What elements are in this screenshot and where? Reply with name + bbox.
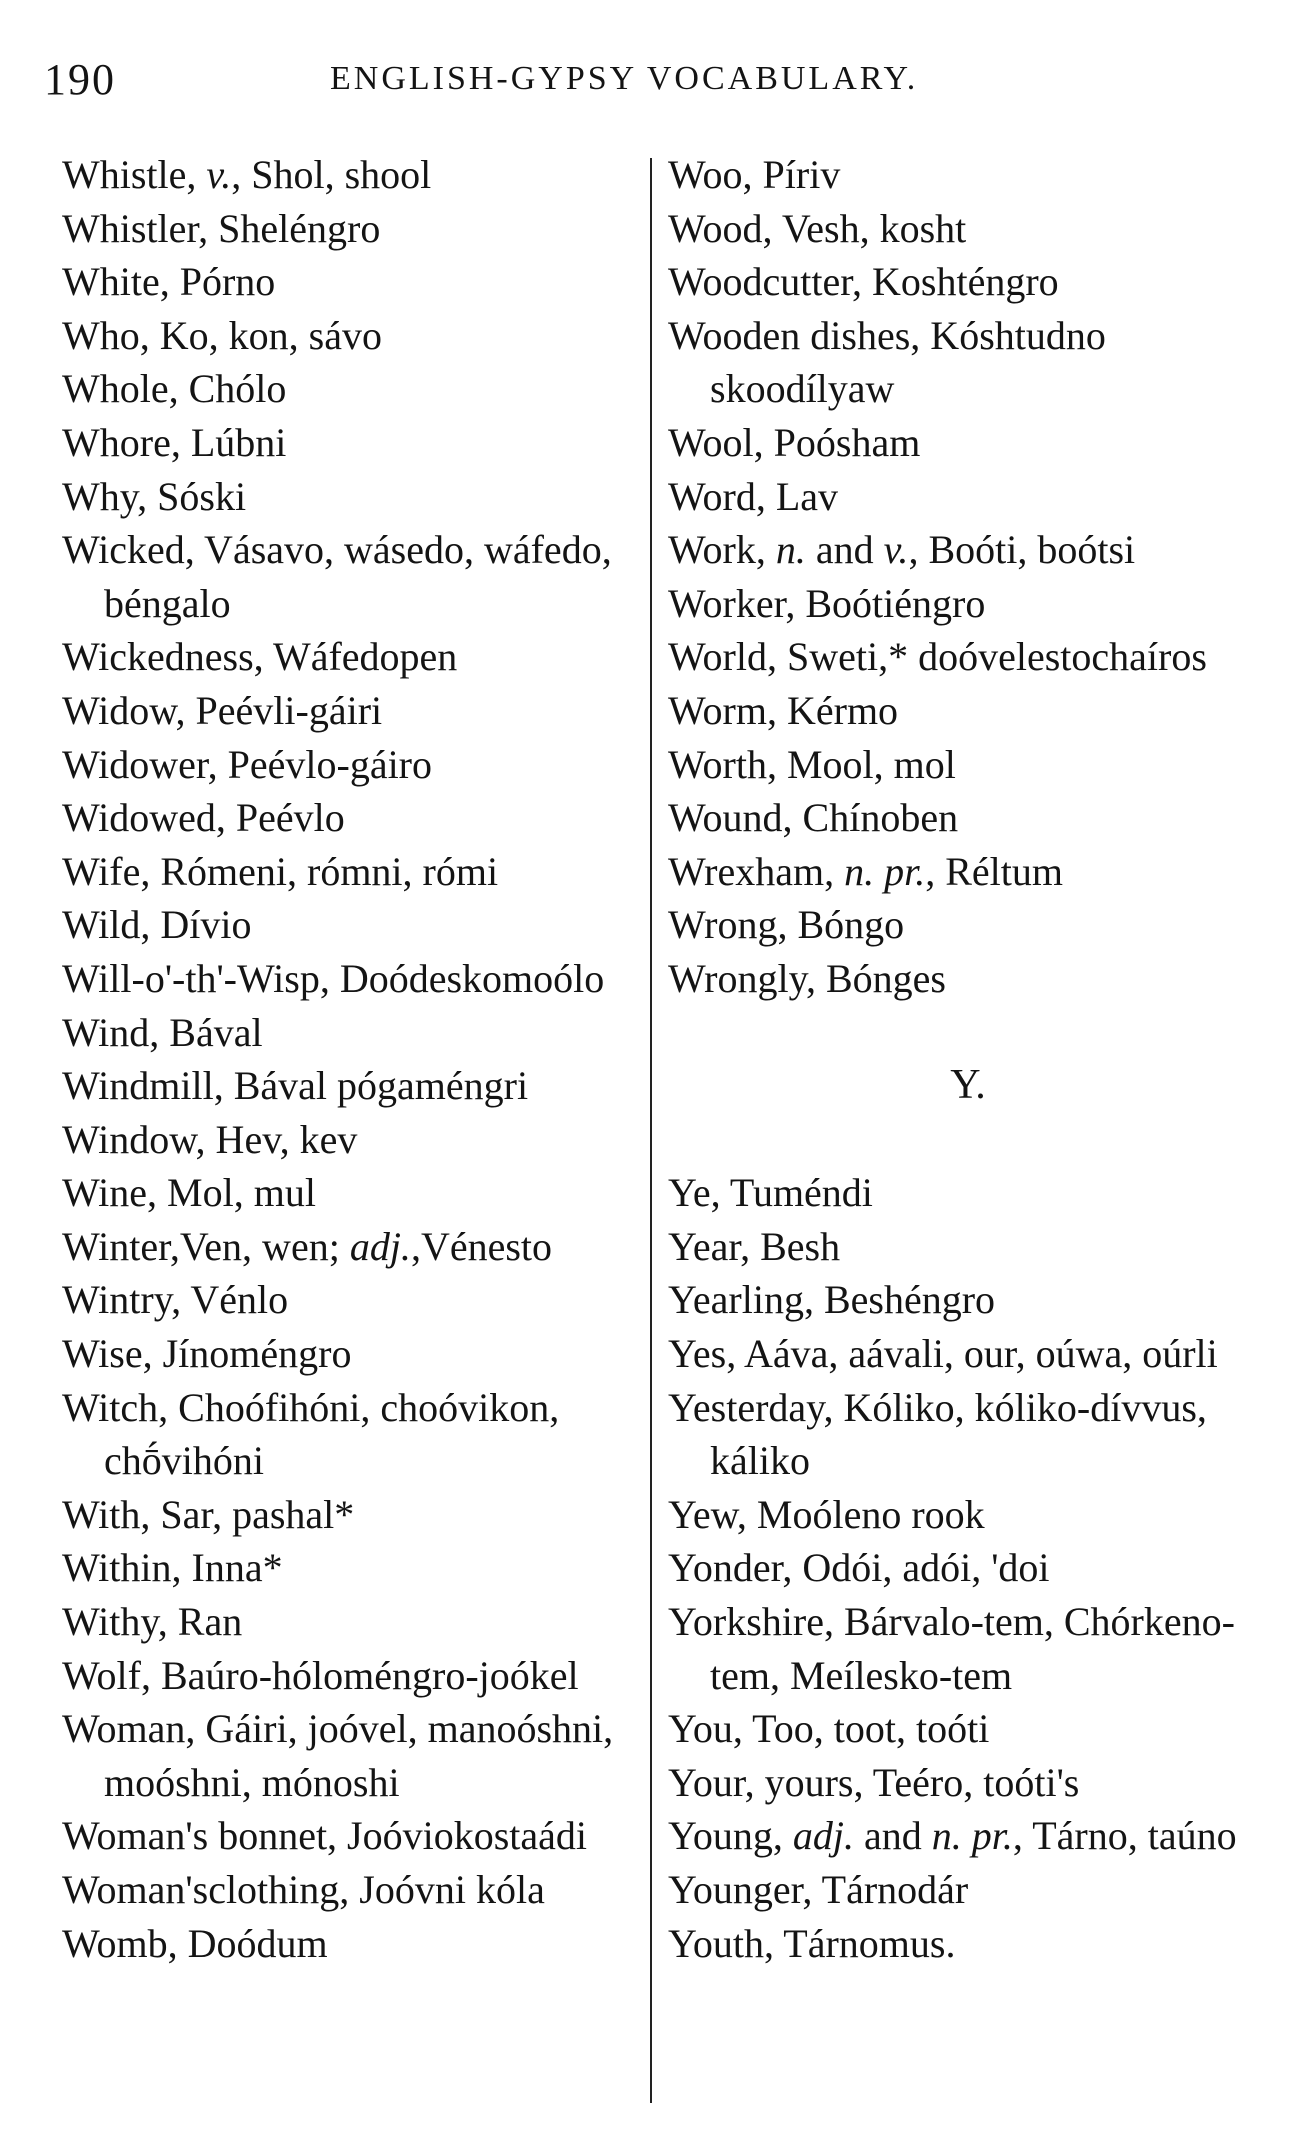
vocabulary-entry: Wind, Bával <box>62 1009 263 1055</box>
vocabulary-entry: Woman, Gáiri, joóvel, manoóshni, moóshni, mónoshi <box>62 1706 614 1805</box>
vocabulary-entry: Windmill, Bával pógaméngri <box>62 1063 529 1109</box>
vocabulary-entry: Whistle, v., Shol, shool <box>62 152 432 197</box>
vocabulary-entry: Who, Ko, kon, sávo <box>62 312 382 358</box>
vocabulary-entry: Whistler, Sheléngro <box>62 205 381 251</box>
vocabulary-entry: Wool, Poósham <box>668 419 921 465</box>
vocabulary-entry: Wrong, Bóngo <box>668 902 905 948</box>
vocabulary-entry: White, Pórno <box>62 259 276 305</box>
page-number: 190 <box>44 55 116 104</box>
vocabulary-entry: Witch, Choófihóni, choóvikon, chṓvihóni <box>62 1384 560 1484</box>
vocabulary-entry: Work, n. and v., Boóti, boótsi <box>668 527 1136 573</box>
vocabulary-entry: Will-o'-th'-Wisp, Doódeskomoólo <box>62 955 605 1001</box>
section-letter-heading <box>668 1059 1268 1113</box>
vocabulary-entry: Young, adj. and n. pr., Tárno, taúno <box>668 1813 1237 1859</box>
vocabulary-entry: Womb, Doódum <box>62 1920 328 1966</box>
vocabulary-entry: Widowed, Peévlo <box>62 795 345 841</box>
vocabulary-entry: Worth, Mool, mol <box>668 741 956 787</box>
vocabulary-entry: Yes, Aáva, aávali, our, oúwa, oúrli <box>668 1331 1218 1377</box>
vocabulary-entry: Wooden dishes, Kóshtudno skoodílyaw <box>668 312 1106 412</box>
section-letter: Y. <box>950 1062 986 1109</box>
vocabulary-entry: Yonder, Odói, adói, 'doi <box>668 1545 1050 1591</box>
vocabulary-entry: Why, Sóski <box>62 473 247 519</box>
vocabulary-entry: Yorkshire, Bárvalo-tem, Chórkeno-tem, Meílesko-tem <box>668 1599 1235 1698</box>
vocabulary-entry: Yew, Moóleno rook <box>668 1491 985 1537</box>
vocabulary-entry: Wolf, Baúro-hóloméngro-joókel <box>62 1652 579 1698</box>
vocabulary-entry: Whore, Lúbni <box>62 419 287 465</box>
vocabulary-entry: Wickedness, Wáfedopen <box>62 634 458 680</box>
vocabulary-entry: With, Sar, pashal* <box>62 1491 355 1537</box>
vocabulary-entry: Worker, Boótiéngro <box>668 580 986 626</box>
vocabulary-entry: Wine, Mol, mul <box>62 1170 316 1216</box>
vocabulary-entry: Woodcutter, Koshténgro <box>668 259 1059 305</box>
vocabulary-entry: You, Too, toot, toóti <box>668 1706 990 1752</box>
vocabulary-entry: Woman'sclothing, Joóvni kóla <box>62 1867 545 1912</box>
vocabulary-entry: Woman's bonnet, Joóviokostaádi <box>62 1813 588 1859</box>
vocabulary-entry: Whole, Chólo <box>62 366 287 412</box>
vocabulary-entry: Youth, Tárnomus. <box>668 1920 956 1966</box>
vocabulary-entry: Word, Lav <box>668 473 839 519</box>
vocabulary-entry: Wild, Dívio <box>62 902 252 948</box>
vocabulary-entry: Wood, Vesh, kosht <box>668 205 967 251</box>
vocabulary-entry: Widow, Peévli-gáiri <box>62 687 383 733</box>
vocabulary-entry: Ye, Tuméndi <box>668 1170 873 1216</box>
vocabulary-entry: Wound, Chínoben <box>668 795 959 841</box>
vocabulary-entry: Yearling, Beshéngro <box>668 1277 996 1323</box>
vocabulary-entry: Younger, Tárnodár <box>668 1867 969 1912</box>
right-column <box>668 148 1268 1970</box>
vocabulary-entry: Wintry, Vénlo <box>62 1277 289 1323</box>
vocabulary-entry: Yesterday, Kóliko, kóliko-dívvus, káliko <box>668 1384 1207 1484</box>
vocabulary-entry: Wrexham, n. pr., Réltum <box>668 848 1064 894</box>
vocabulary-entry: World, Sweti,* doóvelestochaíros <box>668 634 1207 680</box>
vocabulary-entry: Wife, Rómeni, rómni, rómi <box>62 848 499 894</box>
vocabulary-entry: Winter,Ven, wen; adj.,Vénesto <box>62 1223 553 1269</box>
running-title: ENGLISH-GYPSY VOCABULARY. <box>330 60 919 97</box>
vocabulary-entry: Worm, Kérmo <box>668 687 899 733</box>
vocabulary-entry: Your, yours, Teéro, toóti's <box>668 1759 1080 1805</box>
vocabulary-entry: Widower, Peévlo-gáiro <box>62 741 432 787</box>
vocabulary-entry: Woo, Píriv <box>668 152 841 197</box>
vocabulary-entry: Wise, Jínoméngro <box>62 1331 352 1377</box>
left-column <box>62 148 662 1970</box>
page-header <box>0 50 1300 110</box>
y-entries <box>668 1166 1268 1970</box>
vocabulary-entry: Window, Hev, kev <box>62 1116 358 1162</box>
vocabulary-entry: Within, Inna* <box>62 1545 283 1591</box>
vocabulary-entry: Year, Besh <box>668 1223 841 1269</box>
vocabulary-entry: Wicked, Vásavo, wásedo, wáfedo, béngalo <box>62 527 612 626</box>
vocabulary-entry: Withy, Ran <box>62 1599 243 1645</box>
w-entries <box>668 148 1268 1006</box>
vocabulary-entry: Wrongly, Bónges <box>668 955 946 1001</box>
